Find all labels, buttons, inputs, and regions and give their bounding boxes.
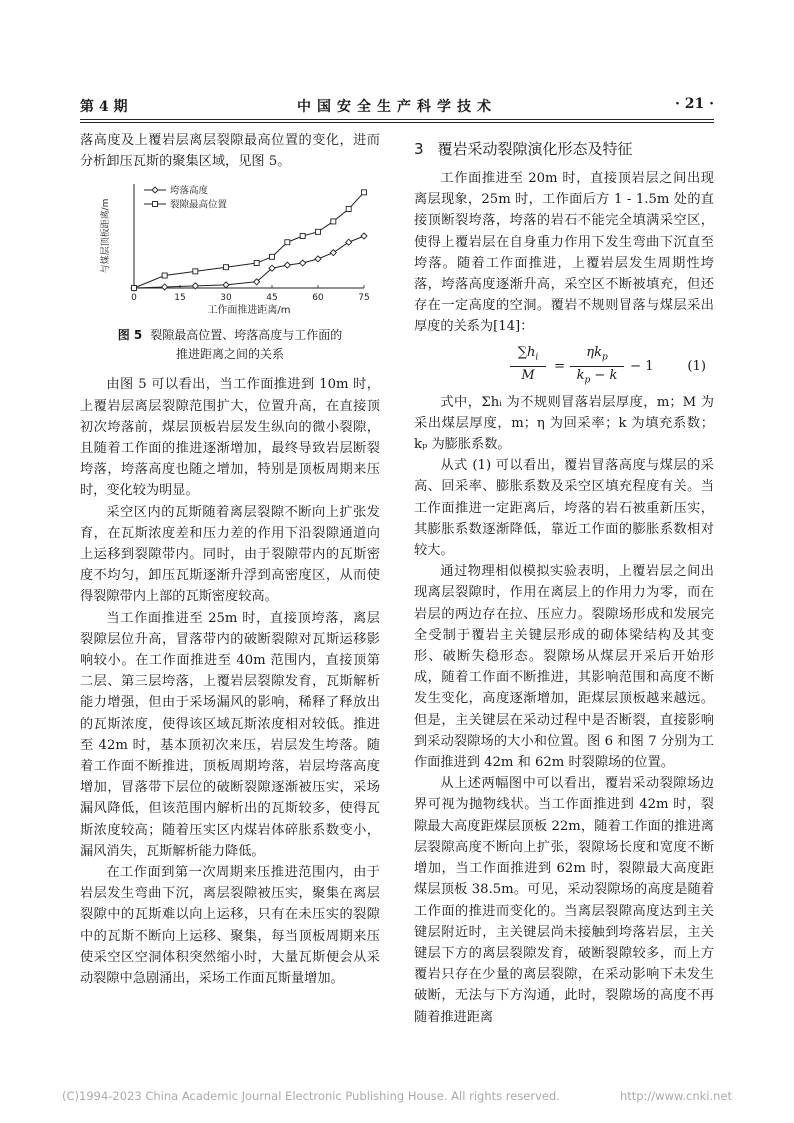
- header-rule-thin: [80, 122, 714, 123]
- figure-5-chart: [80, 178, 380, 314]
- section-number: 3: [414, 140, 424, 158]
- data-point: [346, 240, 352, 246]
- data-point: [162, 284, 168, 290]
- left-column: [80, 130, 380, 989]
- x-tick-label: 75: [358, 293, 370, 304]
- paragraph: 通过物理相似模拟实验表明，上覆岩层之间出现离层裂隙时，作用在离层上的作用力为零，而在岩层的两边存在拉、压应力。裂隙场形成和发展完全受制于覆岩主关键层形成的砌体梁结构及其变形、破断失稳形态。裂隙场从煤层开采后开始形成，随着工作面不断推进，其影响范围和高度不断发生变化，高度逐渐增加，距煤层顶板越来越远。但是，主关键层在采动过程中是否断裂，直接影响到采动裂隙场的大小和位置。图 6 和图 7 分别为工作面推进到 42m 和 62m 时裂隙场的位置。: [414, 564, 714, 771]
- paragraph: 式中，Σhᵢ 为不规则冒落岩层厚度，m；M 为采出煤层厚度，m；η 为回采率；k 为填充系数；kₚ 为膨胀系数。: [414, 394, 714, 453]
- paragraph: 当工作面推进至 25m 时，直接顶垮落，离层裂隙层位升高，冒落带内的破断裂隙对瓦斯运移影响较小。在工作面推进至 40m 范围内，直接顶第二层、第三层垮落，上覆岩层裂隙发育，瓦斯解析能力增强，但由于采场漏风的影响，稀释了释放出的瓦斯浓度，使得该区域瓦斯浓度相对较低。推进至 42m 时，基本顶初次来压，岩层发生垮落。随着工作面不断推进，顶板周期垮落，岩层垮落高度增加，冒落带下层位的破断裂隙逐渐被压实，采场漏风降低，但该范围内解析出的瓦斯较多，使得瓦斯浓度较高；随着压实区内煤岩体碎胀系数变小，漏风消失，瓦斯解析能力降低。: [80, 610, 380, 859]
- data-point: [193, 269, 198, 274]
- data-point: [254, 261, 259, 266]
- paragraph: 由图 5 可以看出，当工作面推进到 10m 时，上覆岩层离层裂隙范围扩大，位置升高，在直接顶初次垮落前，煤层顶板岩层发生纵向的微小裂隙，且随着工作面的推进逐渐增加，最终导致岩层断裂垮落，垮落高度也随之增加，特别是顶板周期来压时，变化较为明显。: [80, 377, 380, 499]
- data-point: [331, 219, 336, 224]
- right-column: [414, 130, 714, 1028]
- copyright-text: (C)1994-2023 China Academic Journal Electronic Publishing House. All rights reserved.: [62, 1089, 560, 1103]
- x-tick-label: 60: [312, 293, 324, 304]
- data-point: [224, 265, 229, 270]
- equation-1: [414, 342, 714, 388]
- legend-label: 垮落高度: [170, 185, 209, 197]
- caption-line-2: 推进距离之间的关系: [175, 347, 284, 362]
- page-header: [80, 92, 714, 118]
- section-title: 覆岩采动裂隙演化形态及特征: [437, 140, 633, 158]
- equation-minus-one: − 1: [630, 358, 654, 374]
- legend-label: 裂隙最高位置: [170, 199, 228, 211]
- x-tick-label: 0: [131, 293, 137, 304]
- issue-number: 第 4 期: [80, 99, 128, 115]
- data-point: [315, 256, 321, 262]
- data-point: [223, 282, 229, 288]
- caption-line-1: 裂隙最高位置、垮落高度与工作面的: [150, 328, 343, 343]
- data-point: [361, 233, 367, 239]
- paragraph: 从上述两幅图中可以看出，覆岩采动裂隙场边界可视为抛物线状。当工作面推进到 42m 时，裂隙最大高度距煤层顶板 22m，随着工作面的推进离层裂隙高度不断向上扩张，裂隙场长度和宽度不断增加，当工作面推进到 62m 时，裂隙最大高度距煤层顶板 38.5m。可见，采动裂隙场的高度是随着工作面的推进而变化的。当离层裂隙高度达到主关键层附近时，主关键层尚未接触到垮落岩层，主关键层下方的离层裂隙发育，破断裂隙较多，而上方覆岩只存在少量的离层裂隙，在采动影响下未发生破断，无法与下方沟通，此时，裂隙场的高度不再随着推进距离: [414, 776, 714, 1025]
- data-point: [330, 250, 336, 256]
- data-point: [284, 263, 290, 269]
- paragraph: 在工作面到第一次周期来压推进范围内，由于岩层发生弯曲下沉，离层裂隙被压实，聚集在离层裂隙中的瓦斯难以向上运移，只有在未压实的裂隙中的瓦斯不断向上运移、聚集，每当顶板周期来压使采空区空洞体积突然缩小时，大量瓦斯便会从采动裂隙中急剧涌出，采场工作面瓦斯量增加。: [80, 865, 380, 987]
- page-number: · 21 ·: [675, 96, 714, 112]
- header-rule: [80, 119, 714, 120]
- equation-number: (1): [687, 358, 706, 374]
- x-tick-label: 15: [174, 293, 186, 304]
- data-point: [300, 234, 305, 239]
- series-line-1: [134, 193, 364, 289]
- data-point: [316, 230, 321, 235]
- equation-body: [510, 344, 660, 386]
- data-point: [162, 273, 167, 278]
- legend-marker: [153, 202, 158, 207]
- data-point: [270, 255, 275, 260]
- journal-title: 中国安全生产科学技术: [297, 99, 497, 115]
- paragraph: 工作面推进至 20m 时，直接顶岩层之间出现离层现象，25m 时，工作面后方 1 - 1.5m 处的直接顶断裂垮落，垮落的岩石不能完全填满采空区，使得上覆岩层在自身重力作用下发生弯曲下沉直至垮落。随着工作面推进，上覆岩层发生周期性垮落，垮落高度逐渐升高，采空区不断被填充，但还存在一定高度的空洞。覆岩不规则冒落与煤层采出厚度的关系为[14]：: [414, 171, 714, 335]
- data-point: [300, 260, 306, 266]
- data-point: [346, 207, 351, 212]
- x-axis-label: 工作面推进距离/m: [207, 305, 291, 315]
- section-heading: [414, 130, 714, 168]
- figure-label: 图 5: [117, 328, 143, 343]
- equation-rhs: $\eta k_p$ $k_p - k$: [570, 344, 624, 390]
- data-point: [285, 240, 290, 245]
- x-tick-label: 30: [220, 293, 232, 304]
- line-chart: [80, 178, 380, 314]
- series-line-0: [134, 236, 364, 288]
- equation-equals: =: [554, 358, 566, 374]
- paragraph: 落高度及上覆岩层离层裂隙最高位置的变化，进而分析卸压瓦斯的聚集区域，见图 5。: [80, 133, 380, 170]
- legend-marker: [152, 187, 158, 193]
- data-point: [132, 286, 137, 291]
- equation-lhs: $\frac{\sum h_i}{M}$: [510, 344, 546, 386]
- data-point: [362, 190, 367, 195]
- x-tick-label: 45: [266, 293, 278, 304]
- paragraph: 从式 (1) 可以看出，覆岩冒落高度与煤层的采高、回采率、膨胀系数及采空区填充程度有关。当工作面推进一定距离后，垮落的岩石被重新压实，其膨胀系数逐渐降低，靠近工作面的膨胀系数相对较大。: [414, 458, 714, 559]
- paragraph: 采空区内的瓦斯随着离层裂隙不断向上扩张发育，在瓦斯浓度差和压力差的作用下沿裂隙通道向上运移到裂隙带内。同时，由于裂隙带内的瓦斯密度不均匀，卸压瓦斯逐渐升浮到高密度区，从而使得裂隙带内上部的瓦斯密度较高。: [80, 504, 380, 605]
- cnki-url[interactable]: http://www.cnki.net: [619, 1089, 732, 1103]
- figure-caption: [80, 326, 380, 364]
- y-axis-label: 与煤层顶板距离/m: [101, 199, 111, 274]
